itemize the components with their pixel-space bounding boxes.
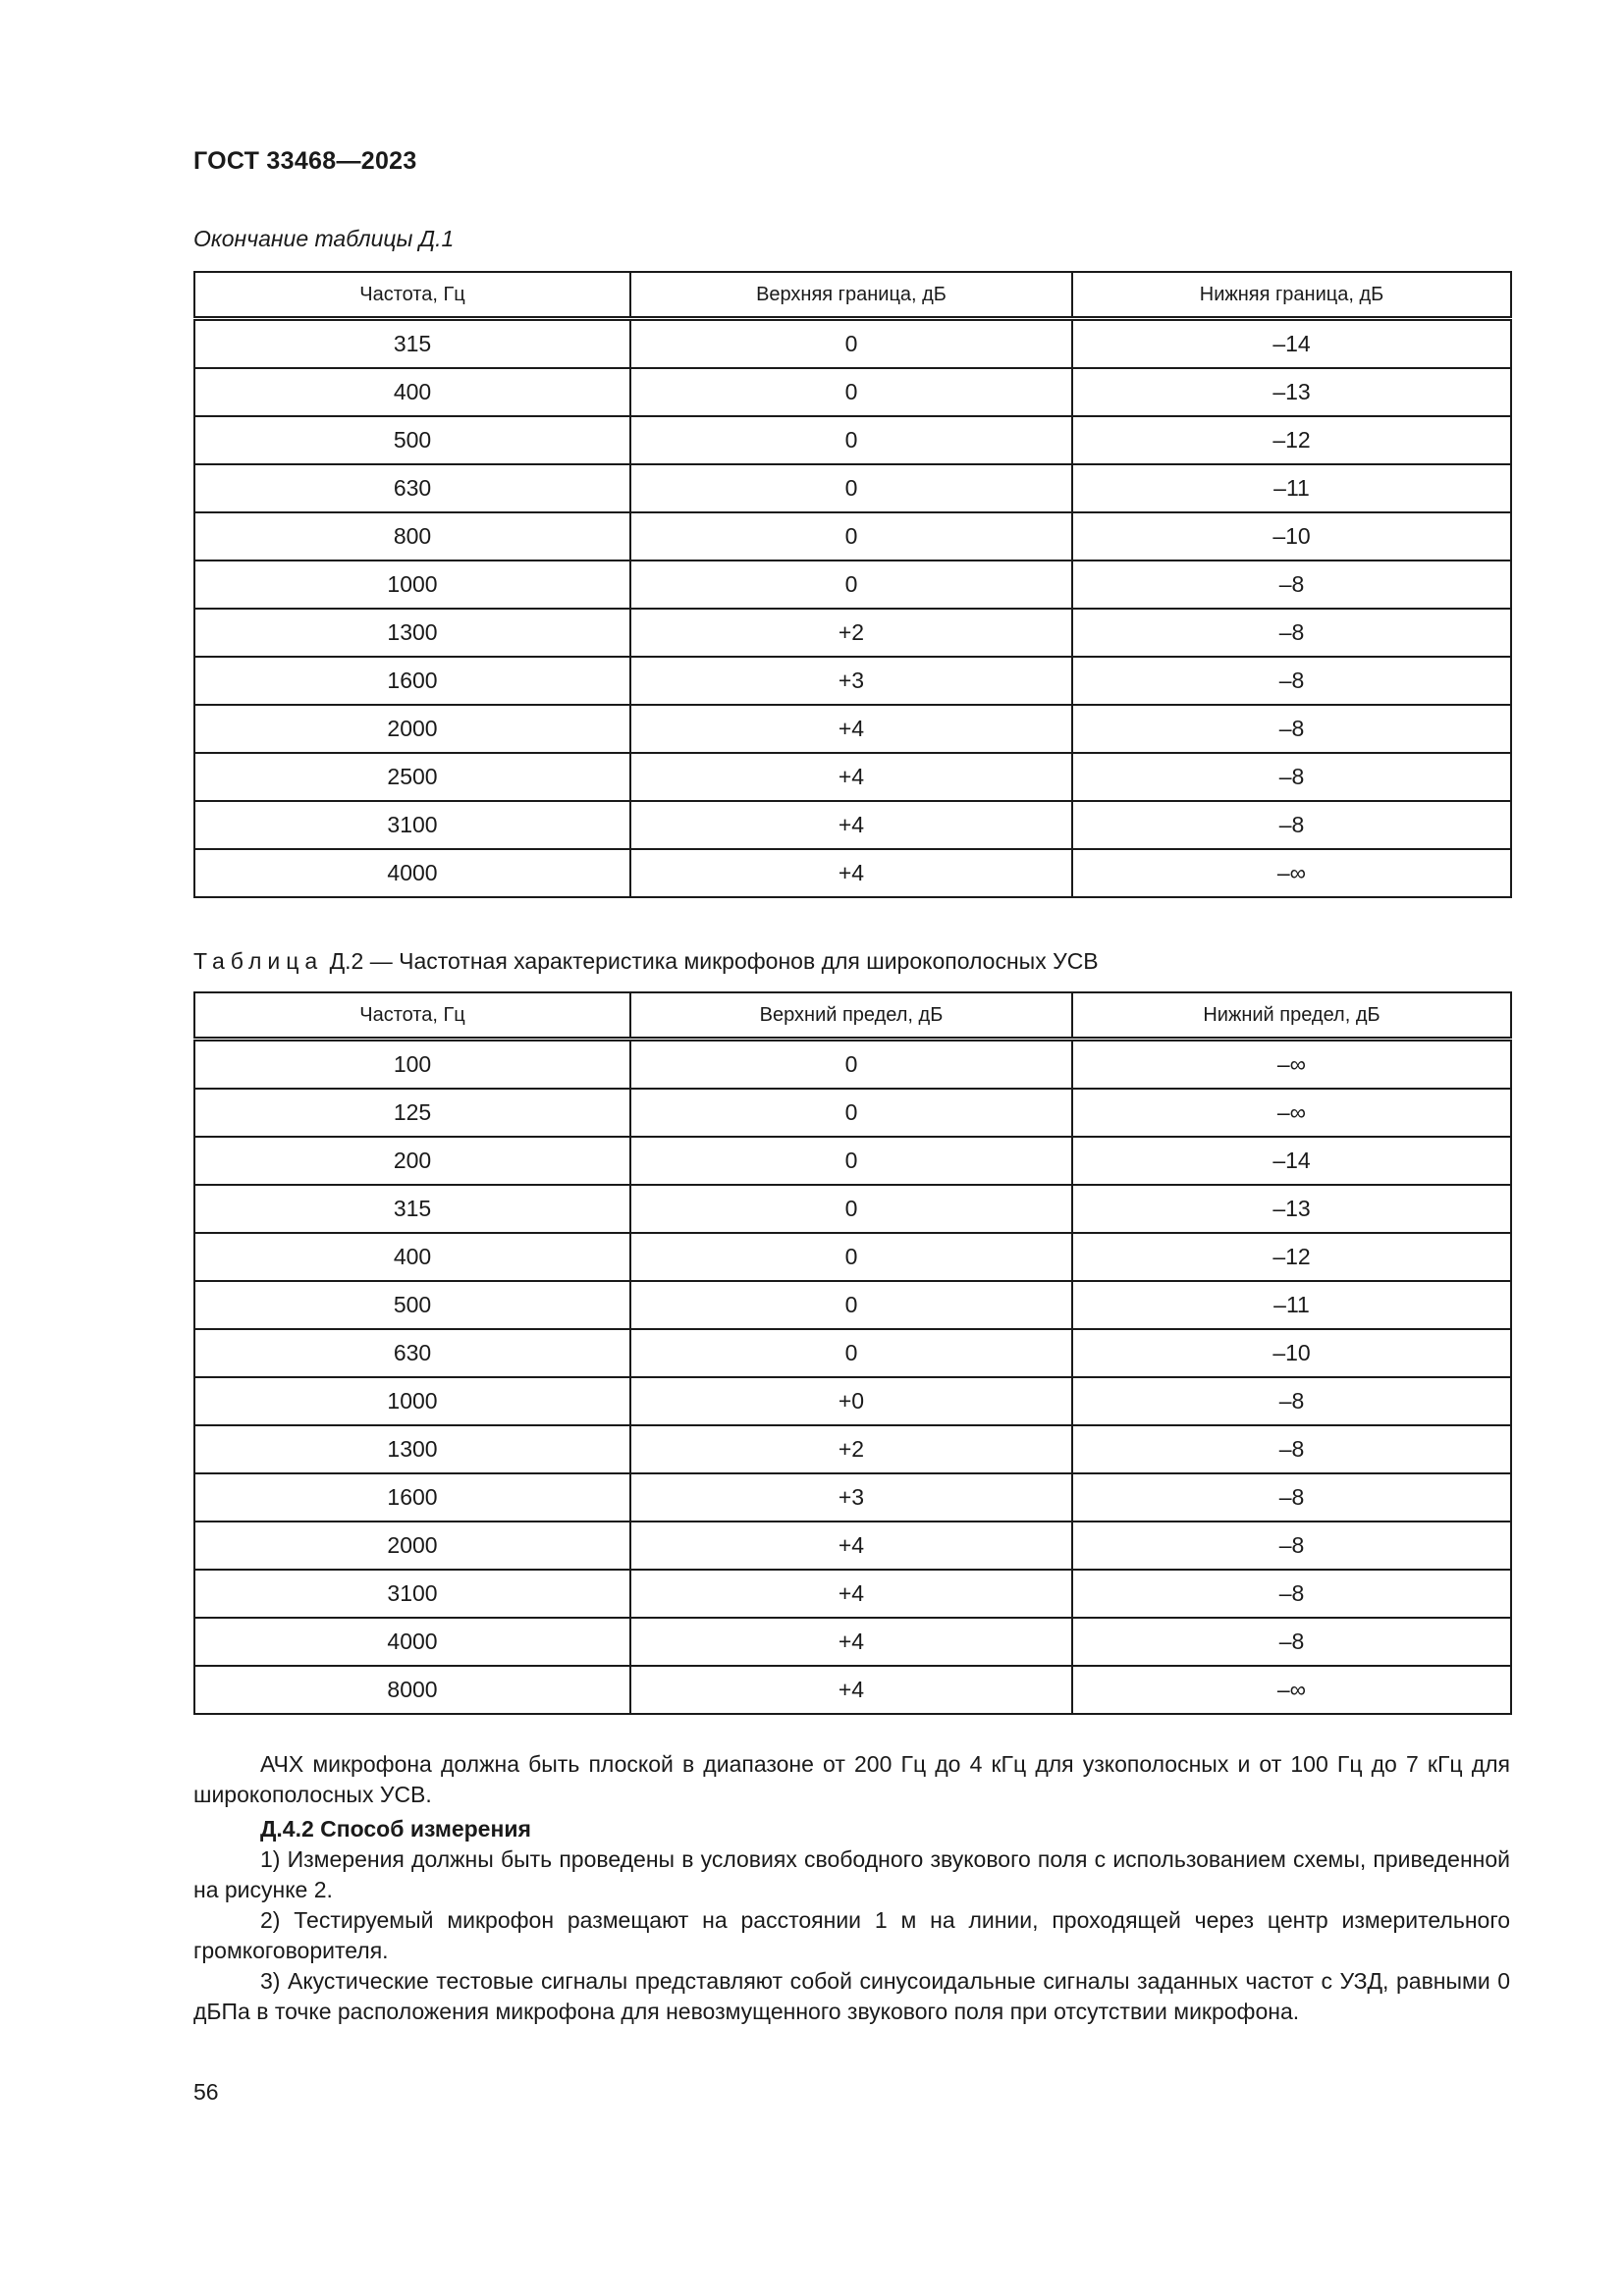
cell-upper: +3 bbox=[630, 1473, 1072, 1522]
cell-frequency: 1300 bbox=[194, 609, 630, 657]
cell-frequency: 315 bbox=[194, 319, 630, 369]
cell-upper: 0 bbox=[630, 464, 1072, 512]
list-item-3: 3) Акустические тестовые сигналы представляют собой синусоидальные сигналы заданных частот с УЗД, равными 0 дБПа в точке расположения микрофона для невозмущенного звукового поля при отсутствии микрофона. bbox=[193, 1968, 1510, 2024]
cell-upper: 0 bbox=[630, 1040, 1072, 1090]
cell-frequency: 1000 bbox=[194, 1377, 630, 1425]
table-row bbox=[194, 657, 1511, 705]
table-row bbox=[194, 849, 1511, 897]
table-row bbox=[194, 753, 1511, 801]
cell-lower: –∞ bbox=[1072, 849, 1511, 897]
cell-frequency: 400 bbox=[194, 368, 630, 416]
section-heading: Д.4.2 Способ измерения bbox=[260, 1816, 531, 1842]
cell-frequency: 2500 bbox=[194, 753, 630, 801]
cell-upper: 0 bbox=[630, 561, 1072, 609]
cell-upper: +4 bbox=[630, 849, 1072, 897]
table-1-body bbox=[194, 319, 1511, 898]
cell-frequency: 100 bbox=[194, 1040, 630, 1090]
table-row bbox=[194, 1185, 1511, 1233]
cell-lower: –8 bbox=[1072, 1570, 1511, 1618]
cell-lower: –8 bbox=[1072, 801, 1511, 849]
cell-frequency: 4000 bbox=[194, 849, 630, 897]
cell-frequency: 3100 bbox=[194, 801, 630, 849]
cell-frequency: 315 bbox=[194, 1185, 630, 1233]
cell-lower: –∞ bbox=[1072, 1666, 1511, 1714]
table-row bbox=[194, 1618, 1511, 1666]
table-2-body bbox=[194, 1040, 1511, 1715]
cell-lower: –11 bbox=[1072, 464, 1511, 512]
cell-lower: –12 bbox=[1072, 416, 1511, 464]
cell-upper: +4 bbox=[630, 753, 1072, 801]
cell-upper: +2 bbox=[630, 609, 1072, 657]
cell-lower: –14 bbox=[1072, 319, 1511, 369]
cell-lower: –8 bbox=[1072, 1377, 1511, 1425]
cell-upper: +4 bbox=[630, 1618, 1072, 1666]
table-2-caption-title: Д.2 — Частотная характеристика микрофонов для широкополосных УСВ bbox=[323, 948, 1099, 974]
table-row bbox=[194, 801, 1511, 849]
cell-lower: –∞ bbox=[1072, 1040, 1511, 1090]
cell-upper: 0 bbox=[630, 1281, 1072, 1329]
cell-frequency: 1600 bbox=[194, 657, 630, 705]
table-2 bbox=[193, 991, 1512, 1715]
table-row bbox=[194, 319, 1511, 369]
table-row bbox=[194, 705, 1511, 753]
cell-frequency: 4000 bbox=[194, 1618, 630, 1666]
table-row bbox=[194, 1425, 1511, 1473]
cell-lower: –8 bbox=[1072, 561, 1511, 609]
cell-lower: –8 bbox=[1072, 1618, 1511, 1666]
column-header-upper-limit: Верхний предел, дБ bbox=[630, 992, 1072, 1040]
cell-frequency: 1000 bbox=[194, 561, 630, 609]
cell-lower: –8 bbox=[1072, 705, 1511, 753]
column-header-frequency: Частота, Гц bbox=[194, 272, 630, 319]
table-row bbox=[194, 1377, 1511, 1425]
cell-upper: 0 bbox=[630, 1137, 1072, 1185]
cell-upper: +4 bbox=[630, 1666, 1072, 1714]
table-row bbox=[194, 1666, 1511, 1714]
cell-lower: –8 bbox=[1072, 1522, 1511, 1570]
table-header-row bbox=[194, 272, 1511, 319]
body-text bbox=[193, 1749, 1510, 2027]
cell-upper: 0 bbox=[630, 1089, 1072, 1137]
table-row bbox=[194, 1040, 1511, 1090]
cell-lower: –13 bbox=[1072, 1185, 1511, 1233]
table-row bbox=[194, 416, 1511, 464]
cell-upper: +4 bbox=[630, 801, 1072, 849]
cell-upper: +3 bbox=[630, 657, 1072, 705]
cell-frequency: 630 bbox=[194, 1329, 630, 1377]
cell-lower: –10 bbox=[1072, 512, 1511, 561]
cell-upper: +4 bbox=[630, 1570, 1072, 1618]
cell-lower: –10 bbox=[1072, 1329, 1511, 1377]
cell-upper: 0 bbox=[630, 1185, 1072, 1233]
cell-lower: –8 bbox=[1072, 1425, 1511, 1473]
table-row bbox=[194, 368, 1511, 416]
table-2-caption-label: Таблица bbox=[193, 948, 324, 974]
cell-frequency: 1600 bbox=[194, 1473, 630, 1522]
cell-lower: –12 bbox=[1072, 1233, 1511, 1281]
table-1 bbox=[193, 271, 1512, 898]
cell-upper: 0 bbox=[630, 368, 1072, 416]
cell-lower: –14 bbox=[1072, 1137, 1511, 1185]
cell-lower: –8 bbox=[1072, 609, 1511, 657]
table-row bbox=[194, 1281, 1511, 1329]
cell-frequency: 2000 bbox=[194, 705, 630, 753]
cell-frequency: 125 bbox=[194, 1089, 630, 1137]
cell-frequency: 2000 bbox=[194, 1522, 630, 1570]
table-header-row bbox=[194, 992, 1511, 1040]
cell-frequency: 630 bbox=[194, 464, 630, 512]
table-row bbox=[194, 1522, 1511, 1570]
cell-lower: –13 bbox=[1072, 368, 1511, 416]
cell-lower: –∞ bbox=[1072, 1089, 1511, 1137]
cell-lower: –11 bbox=[1072, 1281, 1511, 1329]
table-row bbox=[194, 512, 1511, 561]
cell-frequency: 3100 bbox=[194, 1570, 630, 1618]
table-row bbox=[194, 561, 1511, 609]
table-row bbox=[194, 1089, 1511, 1137]
cell-upper: +0 bbox=[630, 1377, 1072, 1425]
list-item-2: 2) Тестируемый микрофон размещают на расстоянии 1 м на линии, проходящей через центр измерительного громкоговорителя. bbox=[193, 1907, 1510, 1963]
cell-frequency: 400 bbox=[194, 1233, 630, 1281]
cell-frequency: 500 bbox=[194, 416, 630, 464]
cell-lower: –8 bbox=[1072, 753, 1511, 801]
table-row bbox=[194, 1473, 1511, 1522]
table-row bbox=[194, 609, 1511, 657]
page-number: 56 bbox=[193, 2079, 219, 2105]
document-header: ГОСТ 33468—2023 bbox=[193, 147, 417, 175]
cell-upper: +2 bbox=[630, 1425, 1072, 1473]
cell-upper: +4 bbox=[630, 1522, 1072, 1570]
cell-lower: –8 bbox=[1072, 1473, 1511, 1522]
cell-upper: 0 bbox=[630, 416, 1072, 464]
paragraph-frequency-response: АЧХ микрофона должна быть плоской в диапазоне от 200 Гц до 4 кГц для узкополосных и от 100 Гц до 7 кГц для широкополосных УСВ. bbox=[193, 1751, 1510, 1807]
table-row bbox=[194, 1137, 1511, 1185]
column-header-lower-bound: Нижняя граница, дБ bbox=[1072, 272, 1511, 319]
list-item-1: 1) Измерения должны быть проведены в условиях свободного звукового поля с использованием схемы, приведенной на рисунке 2. bbox=[193, 1846, 1510, 1902]
table-row bbox=[194, 1329, 1511, 1377]
cell-upper: 0 bbox=[630, 319, 1072, 369]
cell-frequency: 200 bbox=[194, 1137, 630, 1185]
table-1-caption: Окончание таблицы Д.1 bbox=[193, 226, 455, 251]
cell-upper: 0 bbox=[630, 512, 1072, 561]
cell-frequency: 1300 bbox=[194, 1425, 630, 1473]
column-header-upper-bound: Верхняя граница, дБ bbox=[630, 272, 1072, 319]
cell-frequency: 500 bbox=[194, 1281, 630, 1329]
column-header-lower-limit: Нижний предел, дБ bbox=[1072, 992, 1511, 1040]
cell-upper: +4 bbox=[630, 705, 1072, 753]
table-row bbox=[194, 464, 1511, 512]
cell-upper: 0 bbox=[630, 1233, 1072, 1281]
table-2-caption bbox=[193, 948, 1099, 975]
cell-frequency: 800 bbox=[194, 512, 630, 561]
cell-frequency: 8000 bbox=[194, 1666, 630, 1714]
cell-lower: –8 bbox=[1072, 657, 1511, 705]
cell-upper: 0 bbox=[630, 1329, 1072, 1377]
column-header-frequency: Частота, Гц bbox=[194, 992, 630, 1040]
table-row bbox=[194, 1233, 1511, 1281]
table-row bbox=[194, 1570, 1511, 1618]
